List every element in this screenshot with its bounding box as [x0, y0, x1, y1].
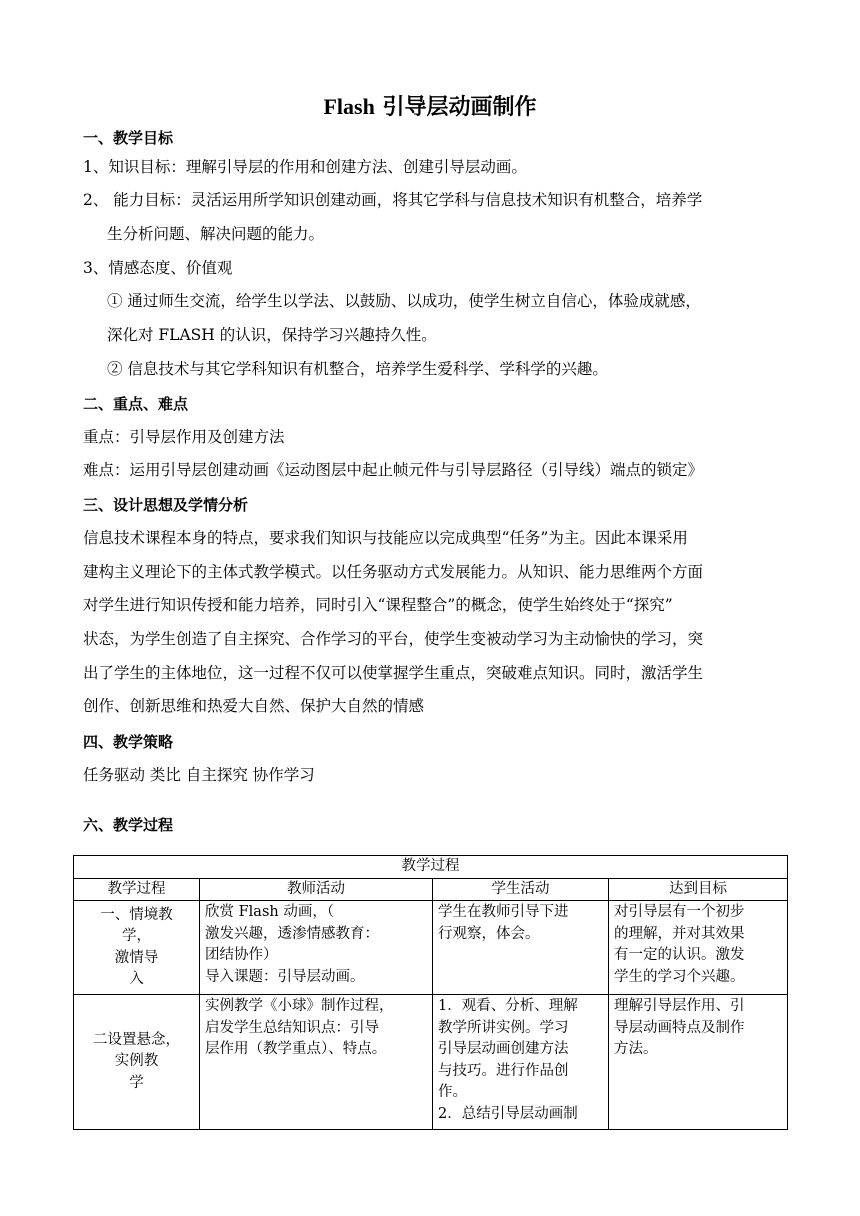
- title-latin: Flash: [323, 94, 375, 119]
- design-line: 状态，为学生创造了自主探究、合作学习的平台，使学生变被动学习为主动愉快的学习，突: [83, 630, 704, 648]
- student-text: 作。: [438, 1084, 467, 1100]
- design-line: 对学生进行知识传授和能力培养，同时引入“课程整合”的概念，使学生始终处于“探究”: [83, 596, 673, 614]
- goal-text: 方法。: [614, 1041, 658, 1057]
- goal-text: 理解引导层作用、引: [614, 998, 745, 1014]
- teacher-text: 层作用（教学重点）、特点。: [205, 1041, 387, 1057]
- student-text: 学生在教师引导下进: [438, 904, 569, 920]
- design-line: 创作、创新思维和热爱大自然、保护大自然的情感: [83, 697, 425, 715]
- key-point: 重点：引导层作用及创建方法: [83, 428, 285, 446]
- section-heading-design: 三、设计思想及学情分析: [83, 496, 249, 514]
- strategy-content: 任务驱动 类比 自主探究 协作学习: [83, 766, 315, 784]
- teacher-text: 团结协作）: [205, 947, 278, 963]
- teacher-cell: [200, 901, 433, 995]
- objective-ability-line2: 生分析问题、解决问题的能力。: [107, 225, 325, 243]
- emotion-sub1-line2: 深化对 FLASH 的认识，保持学习兴趣持久性。: [107, 326, 437, 344]
- column-header: 达到目标: [609, 878, 788, 901]
- goal-text: 有一定的认识。激发: [614, 947, 745, 963]
- objective-ability-line1: 2、 能力目标：灵活运用所学知识创建动画，将其它学科与信息技术知识有机整合，培养学: [83, 191, 703, 209]
- goal-text: 学生的学习个兴趣。: [614, 968, 745, 985]
- student-text: 与技巧。进行作品创: [438, 1062, 569, 1079]
- section-heading-key-points: 二、重点、难点: [83, 395, 189, 413]
- stage-text: 学: [129, 1074, 144, 1091]
- title-cjk: 引导层动画制作: [382, 94, 537, 120]
- objective-emotion: 3、情感态度、价值观: [83, 259, 233, 277]
- design-line: 信息技术课程本身的特点，要求我们知识与技能应以完成典型“任务”为主。因此本课采用: [83, 529, 688, 547]
- table-caption: 教学过程: [74, 856, 788, 879]
- goal-cell: [609, 901, 788, 995]
- student-cell: [433, 901, 609, 995]
- column-header: 教师活动: [200, 878, 433, 901]
- student-text: 1．观看、分析、理解: [438, 998, 578, 1014]
- objective-knowledge: 1、知识目标：理解引导层的作用和创建方法、创建引导层动画。: [83, 158, 527, 176]
- stage-cell: [74, 995, 200, 1130]
- stage-text: 实例教: [114, 1053, 159, 1070]
- stage-cell: [74, 901, 200, 995]
- section-heading-objectives: 一、教学目标: [83, 129, 174, 147]
- goal-text: 的理解，并对其效果: [614, 925, 745, 942]
- table-row: [74, 995, 788, 1130]
- table-row: [74, 901, 788, 995]
- emotion-sub2: ② 信息技术与其它学科知识有机整合，培养学生爱科学、学科学的兴趣。: [107, 360, 608, 378]
- table-caption-row: [74, 856, 788, 879]
- goal-text: 导层动画特点及制作: [614, 1019, 745, 1036]
- table-header-row: [74, 878, 788, 901]
- column-header: 学生活动: [433, 878, 609, 901]
- stage-text: 激情导: [114, 949, 159, 966]
- stage-text: 入: [129, 971, 144, 987]
- student-text: 引导层动画创建方法: [438, 1041, 569, 1057]
- column-header: 教学过程: [74, 878, 200, 901]
- teacher-cell: [200, 995, 433, 1130]
- stage-text: 一、情境教: [100, 906, 173, 923]
- teacher-text: 激发兴趣，透渗情感教育：: [205, 925, 379, 942]
- teacher-text: 启发学生总结知识点：引导: [205, 1019, 379, 1036]
- difficult-point: 难点：运用引导层创建动画《运动图层中起止帧元件与引导层路径（引导线）端点的锁定》: [83, 461, 704, 479]
- section-heading-process: 六、教学过程: [83, 816, 174, 834]
- design-line: 出了学生的主体地位，这一过程不仅可以使掌握学生重点，突破难点知识。同时，激活学生: [83, 664, 704, 682]
- student-text: 行观察，体会。: [438, 925, 540, 942]
- teacher-text: 欣赏 Flash 动画，（: [205, 904, 335, 920]
- emotion-sub1-line1: ① 通过师生交流，给学生以学法、以鼓励、以成功，使学生树立自信心，体验成就感，: [107, 292, 701, 310]
- student-cell: [433, 995, 609, 1130]
- stage-text: 学，: [122, 928, 151, 944]
- goal-cell: [609, 995, 788, 1130]
- section-heading-strategy: 四、教学策略: [83, 733, 174, 751]
- document-title: [0, 90, 860, 121]
- design-line: 建构主义理论下的主体式教学模式。以任务驱动方式发展能力。从知识、能力思维两个方面: [83, 563, 704, 581]
- stage-text: 二设置悬念，: [93, 1031, 180, 1048]
- teacher-text: 实例教学《小球》制作过程，: [205, 998, 394, 1014]
- goal-text: 对引导层有一个初步: [614, 904, 745, 920]
- process-table: [73, 855, 788, 1130]
- teacher-text: 导入课题：引导层动画。: [205, 968, 365, 985]
- student-text: 2．总结引导层动画制: [438, 1105, 578, 1122]
- student-text: 教学所讲实例。学习: [438, 1019, 569, 1036]
